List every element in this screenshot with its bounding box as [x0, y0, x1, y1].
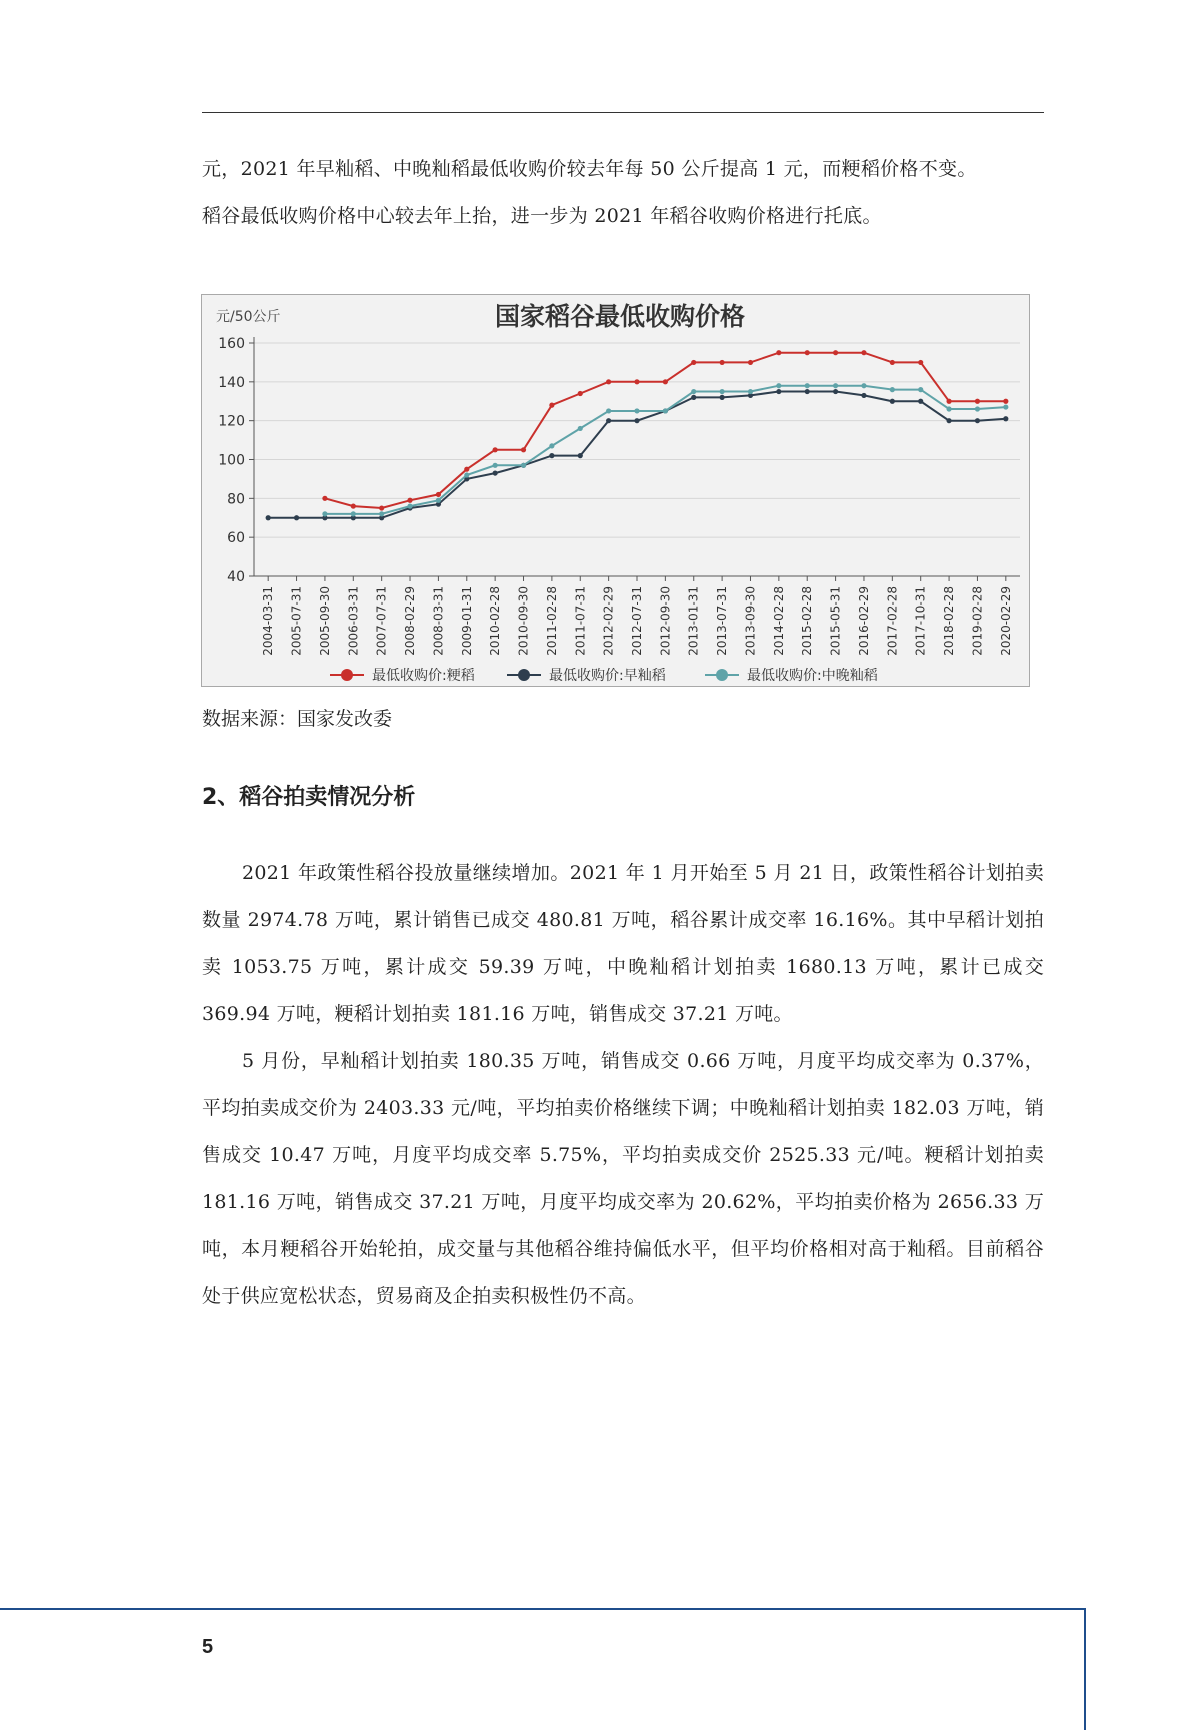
x-tick-label: 2005-07-31 [289, 586, 304, 656]
series-3-point [464, 472, 469, 477]
legend-swatch-marker [341, 669, 353, 681]
series-1-point [606, 379, 611, 384]
series-3-point [833, 383, 838, 388]
series-3-point [691, 389, 696, 394]
series-1-point [549, 403, 554, 408]
x-tick-label: 2013-01-31 [686, 586, 701, 656]
series-3-point [890, 387, 895, 392]
x-tick-label: 2019-02-28 [970, 586, 985, 656]
series-1-point [578, 391, 583, 396]
series-line-1 [325, 353, 1006, 508]
series-2-point [861, 393, 866, 398]
x-tick-label: 2020-02-29 [998, 586, 1013, 656]
intro-paragraph [202, 146, 1044, 240]
series-3-point [776, 383, 781, 388]
series-2-point [266, 515, 271, 520]
series-3-point [748, 389, 753, 394]
x-tick-label: 2009-01-31 [459, 586, 474, 656]
intro-line-2: 稻谷最低收购价格中心较去年上抬，进一步为 2021 年稻谷收购价格进行托底。 [202, 205, 882, 227]
series-2-point [975, 418, 980, 423]
x-tick-label: 2011-02-28 [544, 586, 559, 656]
x-tick-label: 2007-07-31 [374, 586, 389, 656]
series-2-point [493, 470, 498, 475]
series-3-point [379, 511, 384, 516]
x-tick-label: 2014-02-28 [771, 586, 786, 656]
series-1-point [464, 467, 469, 472]
series-1-point [379, 505, 384, 510]
chart-title: 国家稻谷最低收购价格 [494, 302, 746, 331]
series-3-point [1003, 404, 1008, 409]
y-tick-label: 160 [218, 336, 245, 352]
section-heading: 2、稻谷拍卖情况分析 [202, 785, 416, 810]
x-tick-label: 2012-09-30 [658, 586, 673, 656]
series-1-point [521, 447, 526, 452]
series-1-point [634, 379, 639, 384]
x-tick-label: 2010-02-28 [488, 586, 503, 656]
series-1-point [436, 492, 441, 497]
series-1-point [975, 399, 980, 404]
legend-swatch-marker [518, 669, 530, 681]
x-tick-label: 2015-02-28 [800, 586, 815, 656]
series-2-point [805, 389, 810, 394]
series-1-point [890, 360, 895, 365]
price-chart [201, 294, 1030, 687]
series-2-point [634, 418, 639, 423]
series-2-point [918, 399, 923, 404]
x-tick-label: 2013-09-30 [743, 586, 758, 656]
series-1-point [493, 447, 498, 452]
series-1-point [720, 360, 725, 365]
x-tick-label: 2017-10-31 [913, 586, 928, 656]
y-tick-label: 120 [218, 413, 245, 430]
series-1-point [663, 379, 668, 384]
series-3-point [606, 408, 611, 413]
series-1-point [805, 350, 810, 355]
series-2-point [578, 453, 583, 458]
y-tick-label: 60 [227, 530, 245, 547]
series-1-point [407, 498, 412, 503]
series-3-point [975, 406, 980, 411]
series-line-3 [325, 386, 1006, 514]
page-number: 5 [202, 1636, 214, 1658]
series-2-point [890, 399, 895, 404]
series-3-point [805, 383, 810, 388]
series-3-point [521, 463, 526, 468]
x-tick-label: 2016-02-29 [856, 586, 871, 656]
x-tick-label: 2018-02-28 [942, 586, 957, 656]
body-text [202, 850, 1044, 1320]
series-1-point [918, 360, 923, 365]
legend-swatch-marker [716, 669, 728, 681]
series-1-point [748, 360, 753, 365]
paragraph-1: 2021 年政策性稻谷投放量继续增加。2021 年 1 月开始至 5 月 21 日，政策性稻谷计划拍卖数量 2974.78 万吨，累计销售已成交 480.81 万吨，稻谷累计成交率 16.16%。其中早稻计划拍卖 1053.75 万吨，累计成交 59.39 万吨，中晚籼稻计划拍卖 1680.13 万吨，累计已成交 369.94 万吨，粳稻计划拍卖 181.16 万吨，销售成交 37.21 万吨。 [202, 862, 1044, 1025]
series-1-point [1003, 399, 1008, 404]
series-1-point [691, 360, 696, 365]
x-tick-label: 2015-05-31 [828, 586, 843, 656]
x-tick-label: 2004-03-31 [261, 586, 276, 656]
x-tick-label: 2008-02-29 [403, 586, 418, 656]
series-3-point [918, 387, 923, 392]
series-2-point [833, 389, 838, 394]
legend-label: 最低收购价:粳稻 [372, 668, 475, 684]
series-3-point [351, 511, 356, 516]
y-axis-label: 元/50公斤 [216, 309, 281, 325]
series-2-point [606, 418, 611, 423]
chart-canvas [202, 295, 1031, 688]
x-tick-label: 2013-07-31 [715, 586, 730, 656]
series-2-point [549, 453, 554, 458]
series-3-point [578, 426, 583, 431]
data-source: 数据来源：国家发改委 [202, 708, 393, 730]
series-3-point [322, 511, 327, 516]
series-3-point [549, 443, 554, 448]
legend-label: 最低收购价:早籼稻 [549, 668, 666, 684]
x-tick-label: 2008-03-31 [431, 586, 446, 656]
series-2-point [691, 395, 696, 400]
series-3-point [436, 498, 441, 503]
series-2-point [1003, 416, 1008, 421]
series-1-point [322, 496, 327, 501]
y-tick-label: 140 [218, 374, 245, 391]
series-3-point [720, 389, 725, 394]
x-tick-label: 2010-09-30 [516, 586, 531, 656]
series-1-point [946, 399, 951, 404]
series-1-point [861, 350, 866, 355]
series-3-point [861, 383, 866, 388]
series-2-point [776, 389, 781, 394]
y-tick-label: 100 [218, 452, 245, 469]
paragraph-2: 5 月份，早籼稻计划拍卖 180.35 万吨，销售成交 0.66 万吨，月度平均成交率为 0.37%，平均拍卖成交价为 2403.33 元/吨，平均拍卖价格继续下调；中晚籼稻计划拍卖 182.03 万吨，销售成交 10.47 万吨，月度平均成交率 5.75%，平均拍卖成交价 2525.33 元/吨。粳稻计划拍卖 181.16 万吨，销售成交 37.21 万吨，月度平均成交率为 20.62%，平均拍卖价格为 2656.33 万吨，本月粳稻谷开始轮拍，成交量与其他稻谷维持偏低水平，但平均价格相对高于籼稻。目前稻谷处于供应宽松状态，贸易商及企拍卖积极性仍不高。 [202, 1050, 1044, 1307]
x-tick-label: 2012-07-31 [630, 586, 644, 656]
series-3-point [407, 504, 412, 509]
footer-frame [0, 1608, 1086, 1730]
x-tick-label: 2006-03-31 [346, 586, 361, 656]
series-2-point [946, 418, 951, 423]
series-1-point [776, 350, 781, 355]
y-tick-label: 40 [227, 569, 245, 585]
series-2-point [720, 395, 725, 400]
series-1-point [351, 504, 356, 509]
series-3-point [634, 408, 639, 413]
series-1-point [833, 350, 838, 355]
series-3-point [493, 463, 498, 468]
header-rule [202, 112, 1044, 113]
series-3-point [946, 406, 951, 411]
series-3-point [663, 408, 668, 413]
y-tick-label: 80 [227, 491, 245, 508]
x-tick-label: 2012-02-29 [601, 586, 616, 656]
intro-line-1: 元，2021 年早籼稻、中晚籼稻最低收购价较去年每 50 公斤提高 1 元，而粳稻价格不变。 [202, 158, 977, 180]
x-tick-label: 2011-07-31 [573, 586, 588, 656]
legend-label: 最低收购价:中晚籼稻 [747, 668, 878, 684]
x-tick-label: 2017-02-28 [885, 586, 900, 656]
series-2-point [294, 515, 299, 520]
x-tick-label: 2005-09-30 [317, 586, 332, 656]
